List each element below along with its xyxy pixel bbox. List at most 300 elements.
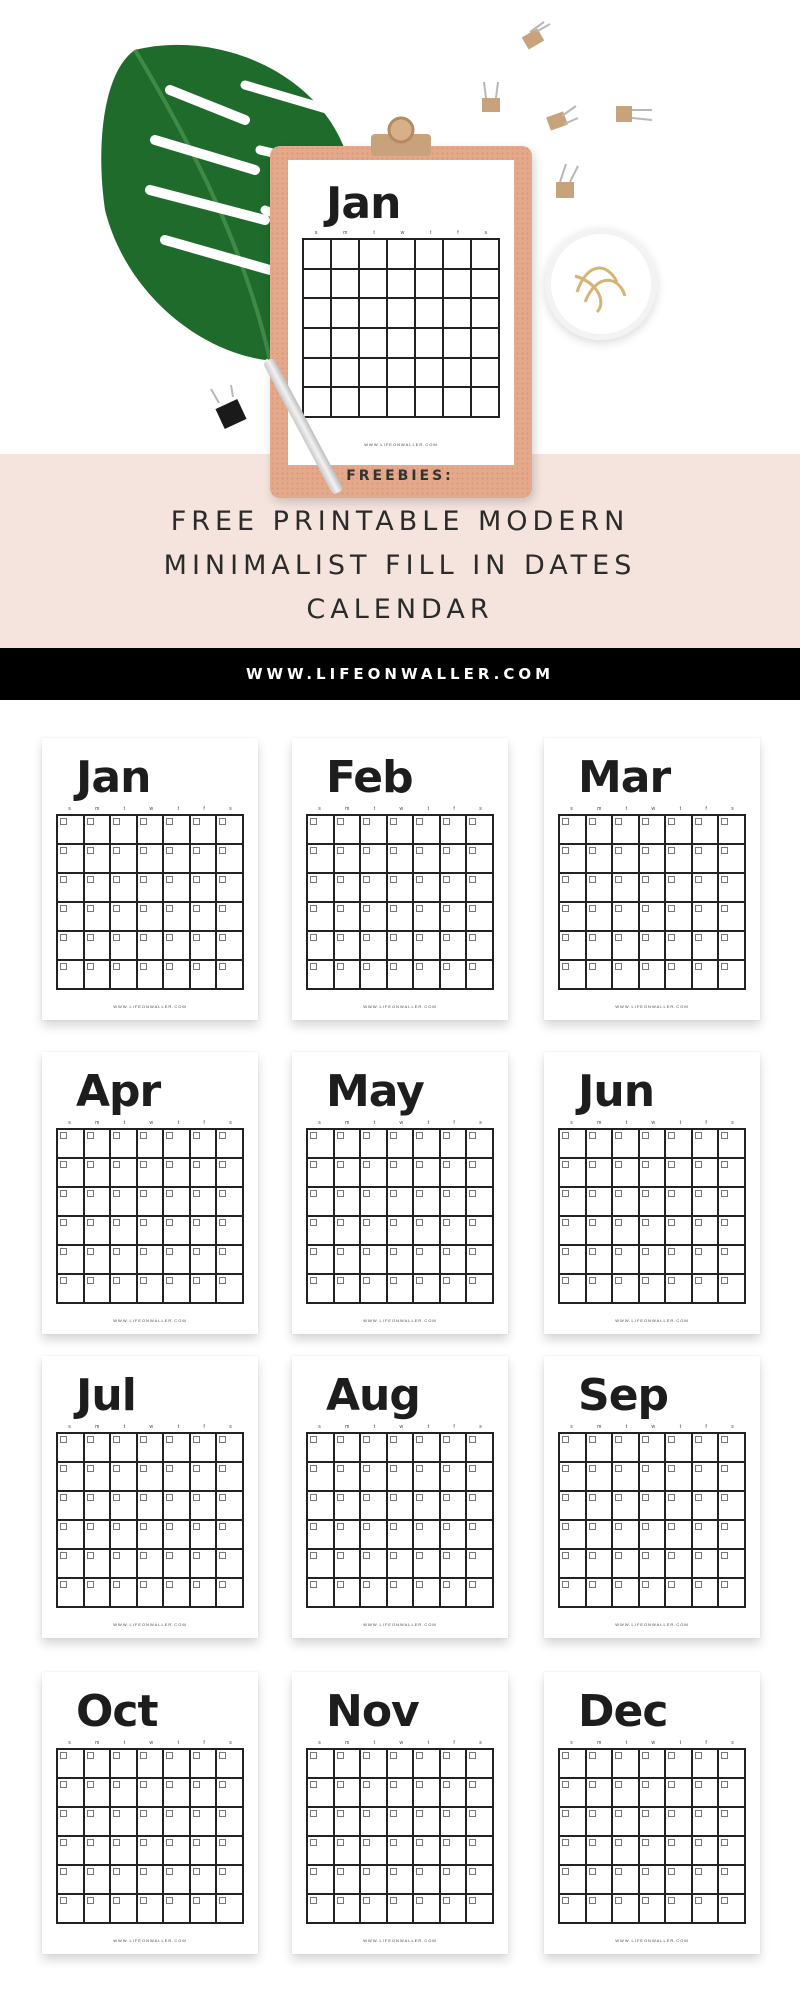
calendar-day-cell xyxy=(560,1579,587,1608)
calendar-week-row xyxy=(560,1217,746,1246)
calendar-day-cell xyxy=(85,932,112,961)
card-footer: WWW.LIFEONWALLER.COM xyxy=(113,1004,187,1009)
month-card-oct xyxy=(42,1672,258,1954)
weekday-label: w xyxy=(651,1740,656,1746)
weekday-label: f xyxy=(453,1424,455,1430)
calendar-day-cell xyxy=(560,1492,587,1521)
calendar-day-cell xyxy=(467,1550,494,1579)
calendar-day-cell xyxy=(85,1130,112,1159)
calendar-day-cell xyxy=(719,1188,746,1217)
month-name: Jan xyxy=(76,752,151,803)
weekday-label: w xyxy=(399,806,404,812)
calendar-day-cell xyxy=(191,1750,218,1779)
calendar-day-cell xyxy=(85,816,112,845)
weekday-label: t xyxy=(177,1120,179,1126)
calendar-day-cell xyxy=(138,1217,165,1246)
weekday-label: w xyxy=(149,1120,154,1126)
calendar-day-cell xyxy=(560,1463,587,1492)
calendar-day-cell xyxy=(361,845,388,874)
calendar-day-cell xyxy=(85,1579,112,1608)
calendar-week-row xyxy=(308,1463,494,1492)
calendar-week-row xyxy=(308,1275,494,1304)
calendar-day-cell xyxy=(335,1130,362,1159)
calendar-day-cell xyxy=(587,1463,614,1492)
calendar-day-cell xyxy=(58,1246,85,1275)
calendar-week-row xyxy=(58,1837,244,1866)
weekday-label: s xyxy=(318,806,321,812)
calendar-week-row xyxy=(58,932,244,961)
calendar-week-row xyxy=(308,1521,494,1550)
calendar-day-cell xyxy=(640,816,667,845)
weekday-row xyxy=(306,1120,494,1126)
calendar-day-cell xyxy=(111,1579,138,1608)
calendar-week-row xyxy=(308,845,494,874)
calendar-day-cell xyxy=(191,1550,218,1579)
calendar-day-cell xyxy=(58,1434,85,1463)
weekday-label: w xyxy=(149,1740,154,1746)
calendar-week-row xyxy=(58,1808,244,1837)
calendar-day-cell xyxy=(335,1579,362,1608)
calendar-day-cell xyxy=(58,1750,85,1779)
calendar-day-cell xyxy=(613,1159,640,1188)
calendar-day-cell xyxy=(613,1779,640,1808)
calendar-day-cell xyxy=(111,1837,138,1866)
clipboard-month: Jan xyxy=(326,178,401,229)
calendar-day-cell xyxy=(693,1492,720,1521)
weekday-label: w xyxy=(651,806,656,812)
weekday-label: s xyxy=(570,1120,573,1126)
calendar-day-cell xyxy=(467,816,494,845)
calendar-day-cell xyxy=(414,1895,441,1924)
calendar-week-row xyxy=(560,1246,746,1275)
calendar-day-cell xyxy=(416,270,444,300)
calendar-day-cell xyxy=(217,1246,244,1275)
weekday-row xyxy=(306,806,494,812)
calendar-week-row xyxy=(560,1492,746,1521)
calendar-day-cell xyxy=(719,1521,746,1550)
calendar-day-cell xyxy=(719,874,746,903)
calendar-day-cell xyxy=(587,1521,614,1550)
calendar-week-row xyxy=(560,1434,746,1463)
calendar-day-cell xyxy=(693,1579,720,1608)
calendar-day-cell xyxy=(217,1492,244,1521)
calendar-day-cell xyxy=(361,932,388,961)
calendar-day-cell xyxy=(111,1750,138,1779)
calendar-day-cell xyxy=(138,1866,165,1895)
calendar-day-cell xyxy=(666,1750,693,1779)
calendar-day-cell xyxy=(613,1521,640,1550)
calendar-day-cell xyxy=(444,299,472,329)
calendar-day-cell xyxy=(58,1188,85,1217)
calendar-day-cell xyxy=(191,845,218,874)
weekday-label: t xyxy=(625,1424,628,1430)
weekday-label: f xyxy=(203,1740,205,1746)
calendar-day-cell xyxy=(693,1808,720,1837)
card-footer: WWW.LIFEONWALLER.COM xyxy=(113,1318,187,1323)
weekday-row xyxy=(558,806,746,812)
month-card-apr xyxy=(42,1052,258,1334)
calendar-day-cell xyxy=(560,1521,587,1550)
calendar-day-cell xyxy=(85,1866,112,1895)
calendar-day-cell xyxy=(191,1895,218,1924)
calendar-day-cell xyxy=(587,1550,614,1579)
calendar-day-cell xyxy=(360,299,388,329)
calendar-grid xyxy=(56,1748,244,1924)
calendar-week-row xyxy=(560,1579,746,1608)
calendar-day-cell xyxy=(164,816,191,845)
calendar-day-cell xyxy=(361,1434,388,1463)
weekday-label: m xyxy=(345,1424,350,1430)
calendar-week-row xyxy=(58,1750,244,1779)
calendar-day-cell xyxy=(693,1246,720,1275)
calendar-day-cell xyxy=(191,1217,218,1246)
calendar-day-cell xyxy=(388,1808,415,1837)
clipboard-weekday-row xyxy=(302,230,500,236)
weekday-label: f xyxy=(203,1424,205,1430)
calendar-day-cell xyxy=(613,1866,640,1895)
calendar-day-cell xyxy=(560,1550,587,1579)
calendar-day-cell xyxy=(58,1779,85,1808)
calendar-day-cell xyxy=(217,816,244,845)
calendar-day-cell xyxy=(335,1492,362,1521)
calendar-day-cell xyxy=(388,1434,415,1463)
calendar-day-cell xyxy=(138,1808,165,1837)
binder-clip-icon xyxy=(205,385,255,433)
calendar-day-cell xyxy=(360,240,388,270)
calendar-day-cell xyxy=(414,1130,441,1159)
weekday-label: t xyxy=(427,806,429,812)
weekday-label: w xyxy=(651,1120,656,1126)
calendar-day-cell xyxy=(719,961,746,990)
calendar-week-row xyxy=(560,1463,746,1492)
calendar-day-cell xyxy=(164,1550,191,1579)
card-footer: WWW.LIFEONWALLER.COM xyxy=(615,1004,689,1009)
calendar-day-cell xyxy=(58,1130,85,1159)
calendar-day-cell xyxy=(85,1779,112,1808)
calendar-day-cell xyxy=(560,1895,587,1924)
weekday-label: t xyxy=(373,1120,376,1126)
calendar-day-cell xyxy=(472,299,500,329)
calendar-day-cell xyxy=(138,903,165,932)
calendar-day-cell xyxy=(587,903,614,932)
calendar-day-cell xyxy=(719,1808,746,1837)
calendar-day-cell xyxy=(640,1188,667,1217)
calendar-week-row xyxy=(58,1246,244,1275)
calendar-week-row xyxy=(560,1550,746,1579)
calendar-day-cell xyxy=(361,1866,388,1895)
weekday-label: m xyxy=(95,806,100,812)
calendar-day-cell xyxy=(164,1130,191,1159)
weekday-label: w xyxy=(399,1424,404,1430)
calendar-day-cell xyxy=(388,903,415,932)
calendar-day-cell xyxy=(472,329,500,359)
calendar-day-cell xyxy=(164,1246,191,1275)
calendar-day-cell xyxy=(388,1275,415,1304)
month-name: Apr xyxy=(76,1066,161,1117)
calendar-week-row xyxy=(304,388,500,418)
calendar-day-cell xyxy=(560,1750,587,1779)
calendar-day-cell xyxy=(164,1159,191,1188)
weekday-label: s xyxy=(479,1120,482,1126)
calendar-day-cell xyxy=(693,961,720,990)
calendar-day-cell xyxy=(304,329,332,359)
calendar-day-cell xyxy=(85,1808,112,1837)
calendar-day-cell xyxy=(388,1895,415,1924)
month-card-jan xyxy=(42,738,258,1020)
calendar-day-cell xyxy=(719,1246,746,1275)
calendar-day-cell xyxy=(138,1550,165,1579)
weekday-label: f xyxy=(453,1740,455,1746)
calendar-day-cell xyxy=(560,1808,587,1837)
calendar-day-cell xyxy=(164,932,191,961)
calendar-day-cell xyxy=(85,1275,112,1304)
calendar-day-cell xyxy=(138,932,165,961)
calendar-day-cell xyxy=(467,1866,494,1895)
calendar-day-cell xyxy=(388,1579,415,1608)
calendar-week-row xyxy=(308,903,494,932)
calendar-day-cell xyxy=(58,1579,85,1608)
calendar-day-cell xyxy=(587,816,614,845)
weekday-label: m xyxy=(345,806,350,812)
calendar-day-cell xyxy=(138,1779,165,1808)
calendar-day-cell xyxy=(111,1550,138,1579)
weekday-label: t xyxy=(373,1424,376,1430)
calendar-day-cell xyxy=(666,932,693,961)
calendar-day-cell xyxy=(414,1217,441,1246)
calendar-day-cell xyxy=(164,1275,191,1304)
weekday-label: w xyxy=(149,806,154,812)
calendar-day-cell xyxy=(719,1779,746,1808)
calendar-day-cell xyxy=(361,1159,388,1188)
calendar-day-cell xyxy=(85,1750,112,1779)
calendar-grid xyxy=(558,814,746,990)
weekday-label: s xyxy=(570,1740,573,1746)
clipboard-clip-icon xyxy=(366,116,436,162)
calendar-day-cell xyxy=(640,1837,667,1866)
clip-bowl xyxy=(545,228,657,340)
calendar-day-cell xyxy=(467,1779,494,1808)
calendar-day-cell xyxy=(85,845,112,874)
calendar-day-cell xyxy=(335,1837,362,1866)
calendar-day-cell xyxy=(472,240,500,270)
calendar-day-cell xyxy=(335,1779,362,1808)
weekday-row xyxy=(558,1424,746,1430)
weekday-label: w xyxy=(400,230,405,236)
calendar-week-row xyxy=(58,1779,244,1808)
calendar-day-cell xyxy=(58,816,85,845)
calendar-week-row xyxy=(308,1492,494,1521)
calendar-day-cell xyxy=(361,1130,388,1159)
calendar-day-cell xyxy=(58,1550,85,1579)
weekday-label: t xyxy=(427,1120,429,1126)
weekday-row xyxy=(56,1120,244,1126)
calendar-day-cell xyxy=(560,1434,587,1463)
calendar-day-cell xyxy=(217,1159,244,1188)
weekday-label: t xyxy=(427,1740,429,1746)
calendar-day-cell xyxy=(164,903,191,932)
calendar-day-cell xyxy=(693,1130,720,1159)
calendar-day-cell xyxy=(217,874,244,903)
calendar-day-cell xyxy=(640,1217,667,1246)
calendar-week-row xyxy=(308,874,494,903)
calendar-day-cell xyxy=(613,874,640,903)
weekday-label: t xyxy=(123,806,126,812)
calendar-day-cell xyxy=(441,903,468,932)
calendar-day-cell xyxy=(416,299,444,329)
calendar-day-cell xyxy=(58,874,85,903)
calendar-week-row xyxy=(308,1550,494,1579)
calendar-day-cell xyxy=(164,1837,191,1866)
calendar-day-cell xyxy=(332,270,360,300)
calendar-day-cell xyxy=(587,845,614,874)
calendar-day-cell xyxy=(335,845,362,874)
calendar-day-cell xyxy=(640,1463,667,1492)
calendar-day-cell xyxy=(58,1159,85,1188)
calendar-week-row xyxy=(58,903,244,932)
calendar-day-cell xyxy=(85,1492,112,1521)
calendar-day-cell xyxy=(335,1521,362,1550)
calendar-day-cell xyxy=(138,1434,165,1463)
calendar-day-cell xyxy=(587,1159,614,1188)
calendar-day-cell xyxy=(693,903,720,932)
calendar-week-row xyxy=(560,1895,746,1924)
calendar-day-cell xyxy=(560,874,587,903)
calendar-day-cell xyxy=(719,845,746,874)
calendar-day-cell xyxy=(414,816,441,845)
calendar-day-cell xyxy=(111,1779,138,1808)
calendar-day-cell xyxy=(467,1808,494,1837)
title-line-3: CALENDAR xyxy=(306,594,494,625)
calendar-day-cell xyxy=(111,1434,138,1463)
calendar-day-cell xyxy=(613,1808,640,1837)
calendar-week-row xyxy=(560,1866,746,1895)
calendar-day-cell xyxy=(58,1492,85,1521)
calendar-day-cell xyxy=(441,1188,468,1217)
weekday-label: m xyxy=(345,1120,350,1126)
weekday-label: t xyxy=(625,1120,628,1126)
calendar-day-cell xyxy=(388,932,415,961)
calendar-week-row xyxy=(308,1895,494,1924)
weekday-label: t xyxy=(177,1424,179,1430)
card-footer: WWW.LIFEONWALLER.COM xyxy=(363,1004,437,1009)
calendar-day-cell xyxy=(361,1275,388,1304)
calendar-day-cell xyxy=(719,932,746,961)
calendar-day-cell xyxy=(414,1521,441,1550)
card-footer: WWW.LIFEONWALLER.COM xyxy=(615,1318,689,1323)
calendar-day-cell xyxy=(308,1579,335,1608)
calendar-day-cell xyxy=(560,845,587,874)
calendar-day-cell xyxy=(111,903,138,932)
calendar-day-cell xyxy=(335,961,362,990)
calendar-day-cell xyxy=(360,329,388,359)
calendar-week-row xyxy=(304,329,500,359)
weekday-label: m xyxy=(95,1424,100,1430)
calendar-day-cell xyxy=(191,1188,218,1217)
calendar-day-cell xyxy=(640,1159,667,1188)
calendar-day-cell xyxy=(613,1188,640,1217)
calendar-day-cell xyxy=(467,1246,494,1275)
calendar-week-row xyxy=(58,1217,244,1246)
calendar-day-cell xyxy=(361,1750,388,1779)
calendar-day-cell xyxy=(217,1750,244,1779)
weekday-label: s xyxy=(570,806,573,812)
calendar-week-row xyxy=(560,1808,746,1837)
calendar-day-cell xyxy=(587,1895,614,1924)
weekday-label: t xyxy=(177,806,179,812)
calendar-day-cell xyxy=(138,1188,165,1217)
calendar-day-cell xyxy=(693,1217,720,1246)
weekday-label: s xyxy=(68,1120,71,1126)
calendar-day-cell xyxy=(191,1492,218,1521)
calendar-day-cell xyxy=(217,1275,244,1304)
calendar-day-cell xyxy=(613,1492,640,1521)
calendar-day-cell xyxy=(441,1866,468,1895)
calendar-day-cell xyxy=(308,1188,335,1217)
calendar-day-cell xyxy=(719,1159,746,1188)
calendar-week-row xyxy=(308,816,494,845)
website-link[interactable]: WWW.LIFEONWALLER.COM xyxy=(245,665,555,683)
calendar-day-cell xyxy=(441,1779,468,1808)
calendar-day-cell xyxy=(719,1275,746,1304)
calendar-day-cell xyxy=(308,1463,335,1492)
calendar-day-cell xyxy=(335,1246,362,1275)
weekday-label: s xyxy=(479,1740,482,1746)
calendar-day-cell xyxy=(138,816,165,845)
calendar-day-cell xyxy=(361,1808,388,1837)
calendar-week-row xyxy=(560,1159,746,1188)
calendar-day-cell xyxy=(414,1492,441,1521)
calendar-day-cell xyxy=(388,240,416,270)
clipboard-paper xyxy=(288,160,514,465)
calendar-week-row xyxy=(560,1130,746,1159)
calendar-week-row xyxy=(58,816,244,845)
calendar-day-cell xyxy=(666,1895,693,1924)
calendar-day-cell xyxy=(613,1895,640,1924)
calendar-day-cell xyxy=(414,932,441,961)
calendar-day-cell xyxy=(111,1130,138,1159)
calendar-day-cell xyxy=(191,1779,218,1808)
calendar-day-cell xyxy=(719,1866,746,1895)
calendar-day-cell xyxy=(640,903,667,932)
calendar-day-cell xyxy=(58,961,85,990)
calendar-day-cell xyxy=(560,1217,587,1246)
calendar-day-cell xyxy=(414,1579,441,1608)
calendar-day-cell xyxy=(191,874,218,903)
calendar-day-cell xyxy=(138,1579,165,1608)
calendar-day-cell xyxy=(138,1275,165,1304)
calendar-day-cell xyxy=(414,1866,441,1895)
calendar-day-cell xyxy=(444,240,472,270)
calendar-day-cell xyxy=(587,1188,614,1217)
calendar-day-cell xyxy=(467,1217,494,1246)
calendar-week-row xyxy=(58,1579,244,1608)
calendar-day-cell xyxy=(640,1550,667,1579)
freebies-label: FREEBIES: xyxy=(346,468,454,484)
calendar-day-cell xyxy=(560,1866,587,1895)
calendar-day-cell xyxy=(613,1246,640,1275)
calendar-day-cell xyxy=(613,1579,640,1608)
calendar-day-cell xyxy=(719,1130,746,1159)
calendar-day-cell xyxy=(111,932,138,961)
calendar-grid xyxy=(306,1748,494,1924)
calendar-day-cell xyxy=(191,1246,218,1275)
weekday-label: s xyxy=(484,230,488,236)
calendar-day-cell xyxy=(467,903,494,932)
calendar-day-cell xyxy=(138,961,165,990)
calendar-day-cell xyxy=(217,1521,244,1550)
calendar-day-cell xyxy=(719,1217,746,1246)
calendar-week-row xyxy=(304,299,500,329)
